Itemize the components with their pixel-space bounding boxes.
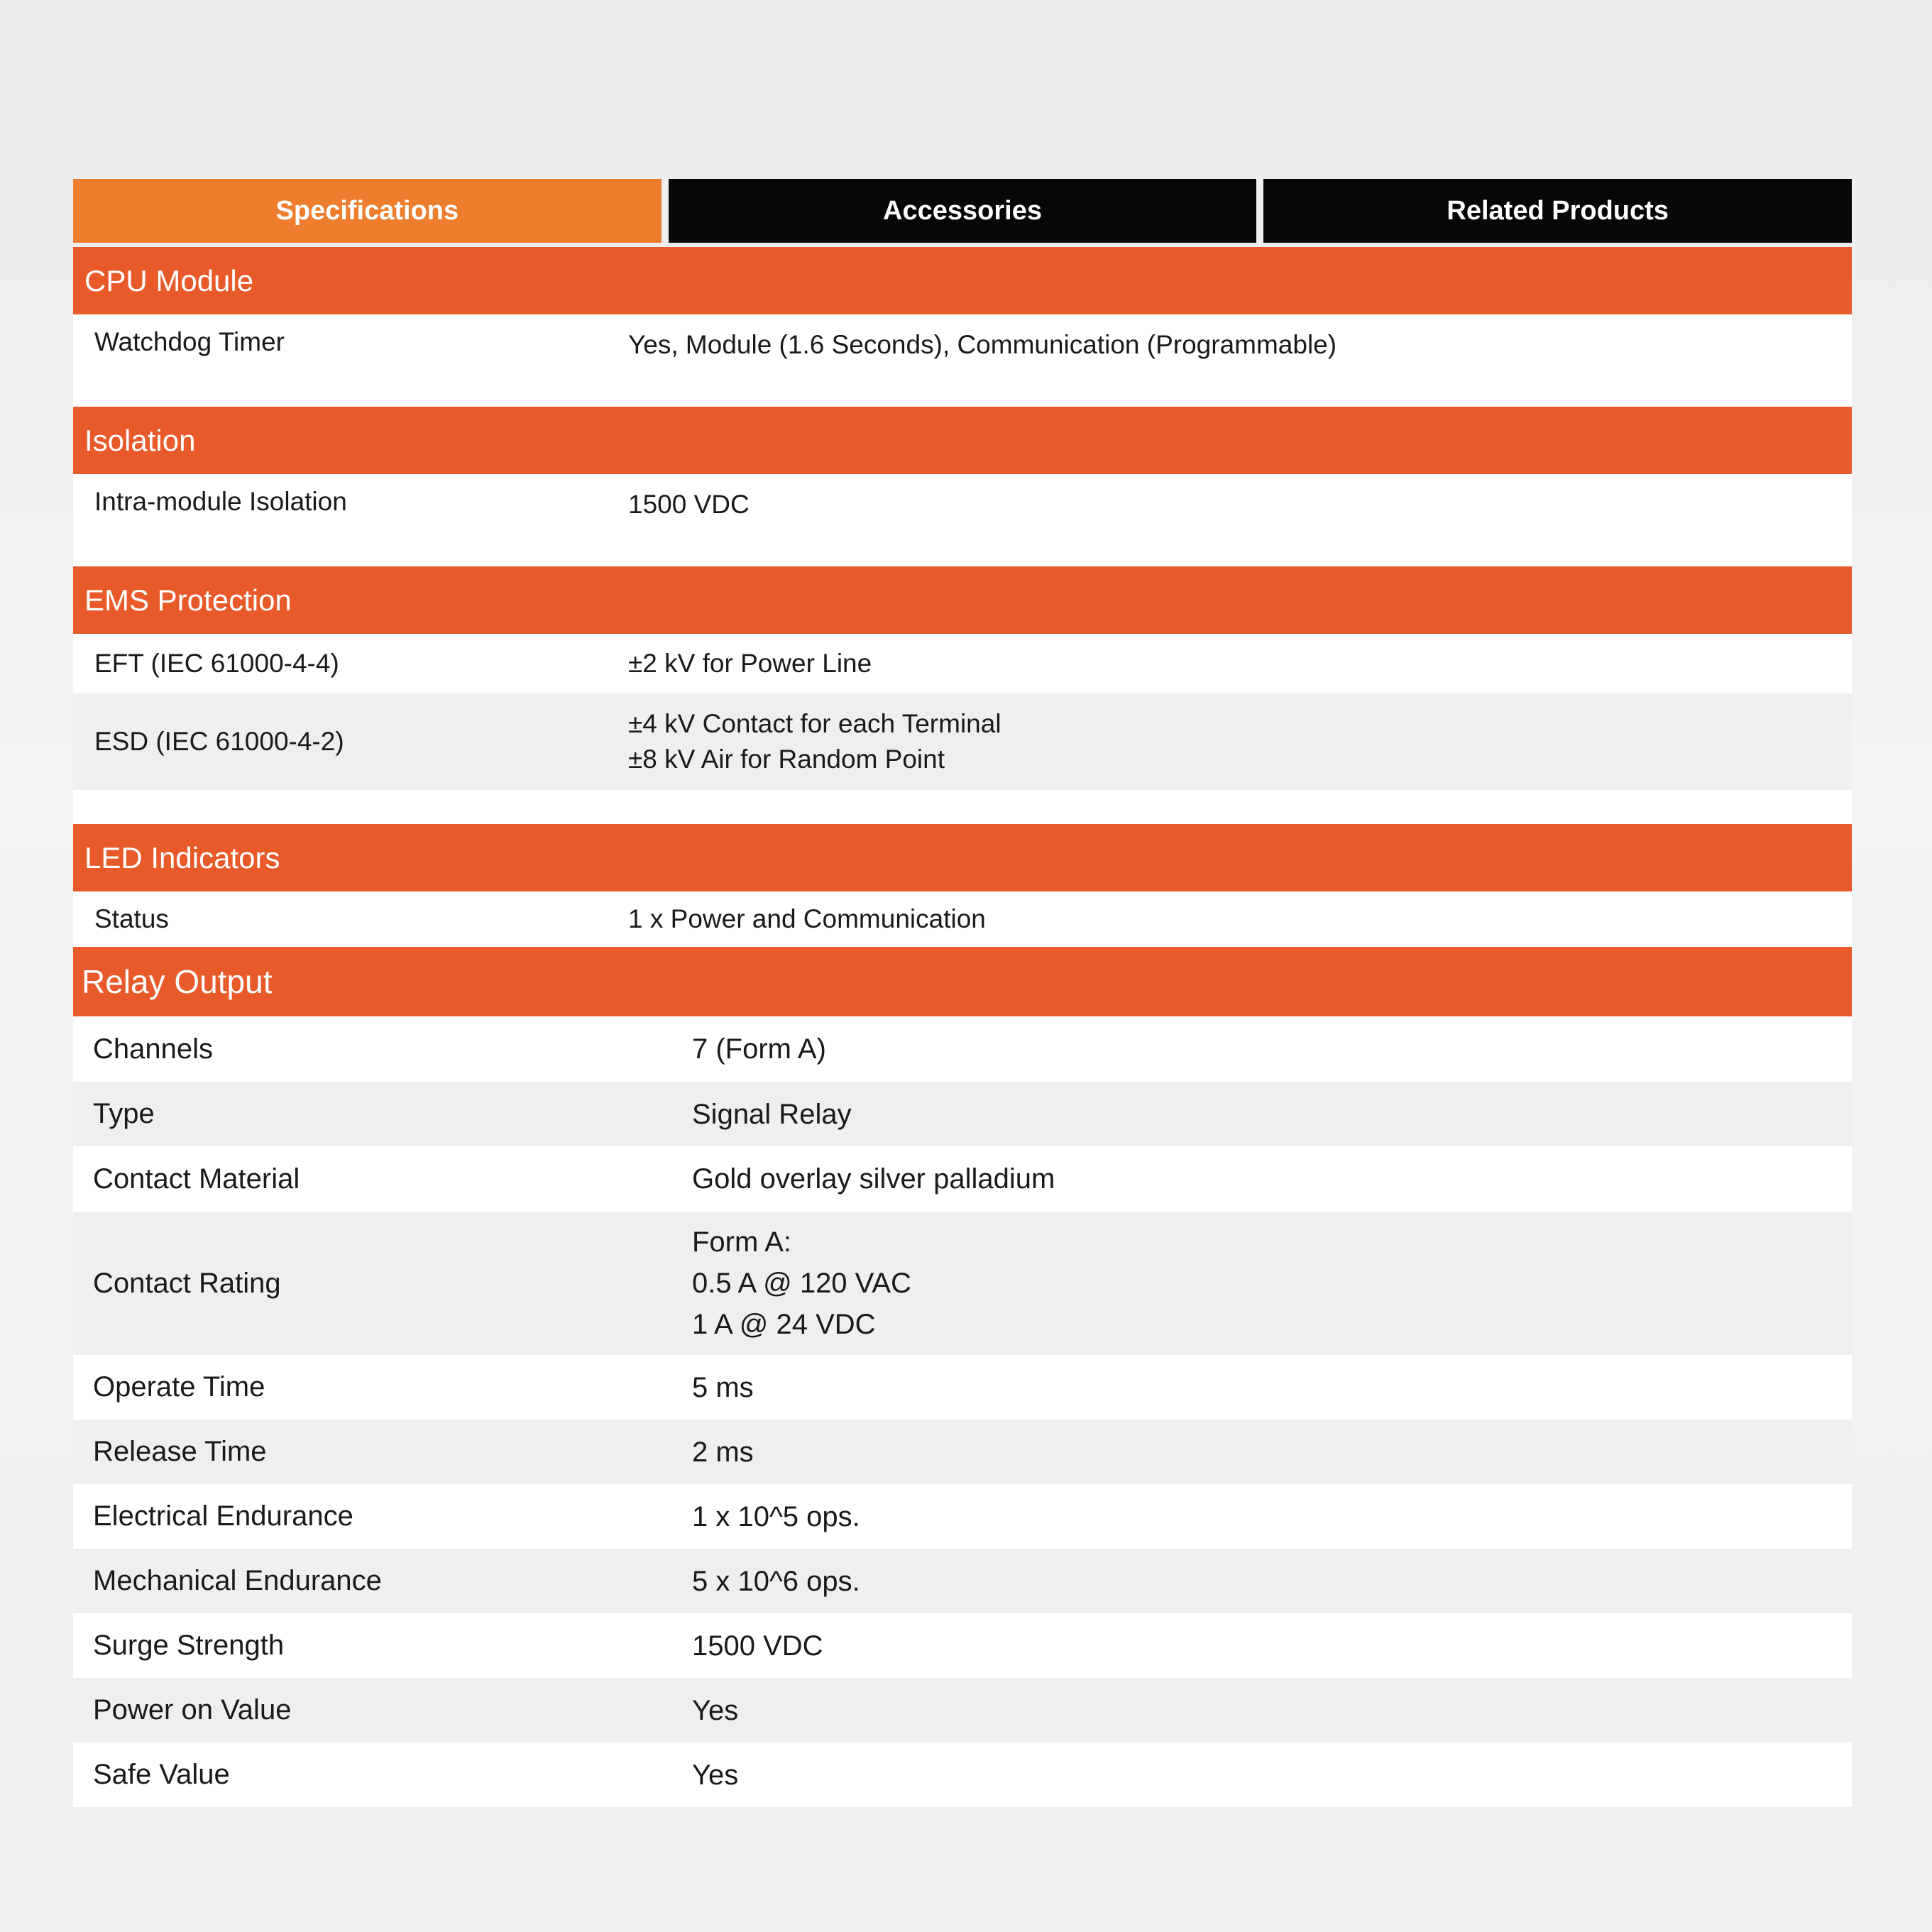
tab-bar	[73, 179, 1852, 243]
spec-label: Release Time	[93, 1436, 267, 1467]
spec-row-electrical-endurance	[73, 1484, 1852, 1549]
spec-row-watchdog-timer	[73, 314, 1852, 407]
spec-panel	[73, 179, 1852, 1807]
section-header-isolation: Isolation	[73, 407, 1852, 474]
spec-label: Safe Value	[93, 1759, 230, 1790]
spec-label: EFT (IEC 61000-4-4)	[94, 649, 339, 678]
spec-value: Yes	[692, 1694, 739, 1726]
spec-value	[692, 1222, 1852, 1345]
spec-value: ±2 kV for Power Line	[628, 649, 872, 679]
section-header-relay-output: Relay Output	[73, 947, 1852, 1016]
spec-value-line: ±4 kV Contact for each Terminal	[628, 709, 1001, 739]
spec-label: Contact Material	[93, 1163, 300, 1195]
spec-label: Power on Value	[93, 1694, 292, 1725]
spec-label: Contact Rating	[93, 1267, 281, 1299]
spec-label: Operate Time	[93, 1371, 265, 1403]
spec-row-mechanical-endurance	[73, 1549, 1852, 1613]
spec-value: 1500 VDC	[628, 490, 750, 519]
tab-accessories[interactable]: Accessories	[669, 179, 1257, 243]
spec-value: 1 x 10^5 ops.	[692, 1500, 860, 1532]
spec-row-esd	[73, 693, 1852, 790]
spec-label: Intra-module Isolation	[94, 487, 347, 516]
spec-value: 5 ms	[692, 1371, 754, 1403]
spec-label: ESD (IEC 61000-4-2)	[94, 727, 344, 756]
spec-label: Electrical Endurance	[93, 1500, 353, 1532]
section-header-led-indicators: LED Indicators	[73, 824, 1852, 891]
spec-value-line: ±8 kV Air for Random Point	[628, 745, 945, 774]
spec-value: 7 (Form A)	[692, 1033, 826, 1065]
spec-label: Mechanical Endurance	[93, 1565, 382, 1596]
spec-value-line: 0.5 A @ 120 VAC	[692, 1268, 911, 1299]
spec-value	[628, 706, 1852, 777]
spec-row-safe-value	[73, 1742, 1852, 1807]
spec-row-intra-module-isolation	[73, 474, 1852, 566]
relay-output-section	[73, 947, 1852, 1807]
spec-value: 5 x 10^6 ops.	[692, 1565, 860, 1597]
spec-label: Type	[93, 1098, 155, 1129]
spec-row-eft	[73, 634, 1852, 693]
spec-row-release-time	[73, 1420, 1852, 1484]
spec-value: Yes	[692, 1759, 739, 1791]
spec-row-power-on-value	[73, 1678, 1852, 1742]
spec-value: 1500 VDC	[692, 1630, 823, 1662]
spec-row-contact-rating	[73, 1212, 1852, 1355]
spec-value: 2 ms	[692, 1436, 754, 1468]
spec-value-line: 1 A @ 24 VDC	[692, 1309, 876, 1340]
spec-label: Status	[94, 904, 169, 933]
spec-row-status	[73, 891, 1852, 947]
spec-label: Surge Strength	[93, 1630, 285, 1661]
spec-value: Yes, Module (1.6 Seconds), Communication (Programmable)	[628, 330, 1337, 359]
spec-value: Gold overlay silver palladium	[692, 1163, 1055, 1195]
spec-row-contact-material	[73, 1146, 1852, 1212]
section-header-cpu-module: CPU Module	[73, 247, 1852, 314]
spec-row-surge-strength	[73, 1613, 1852, 1678]
spec-value: 1 x Power and Communication	[628, 904, 986, 934]
spec-row-operate-time	[73, 1355, 1852, 1420]
section-spacer	[73, 790, 1852, 824]
spec-value: Signal Relay	[692, 1098, 852, 1130]
spec-row-channels	[73, 1016, 1852, 1082]
spec-label: Watchdog Timer	[94, 327, 285, 356]
tab-specifications[interactable]: Specifications	[73, 179, 662, 243]
spec-value-line: Form A:	[692, 1226, 792, 1258]
spec-label: Channels	[93, 1033, 214, 1065]
section-header-ems-protection: EMS Protection	[73, 566, 1852, 634]
tab-related-products[interactable]: Related Products	[1263, 179, 1852, 243]
spec-row-type	[73, 1082, 1852, 1146]
